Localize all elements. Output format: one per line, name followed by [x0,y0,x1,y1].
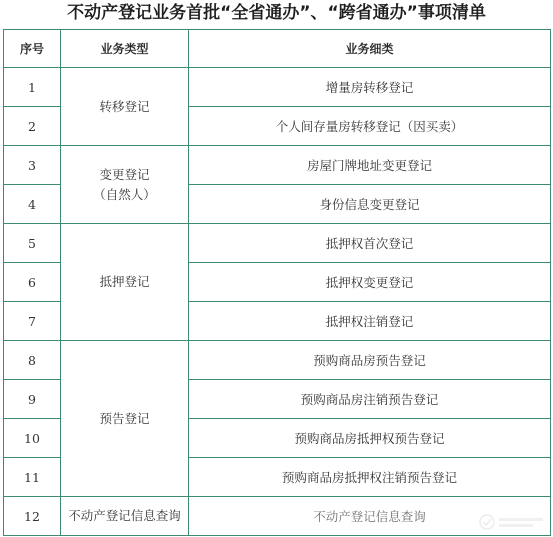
business-detail: 不动产登记信息查询 [189,497,551,536]
row-number: 1 [4,68,61,107]
header-number: 序号 [4,30,61,68]
business-detail: 身份信息变更登记 [189,185,551,224]
row-number: 11 [4,458,61,497]
business-detail: 抵押权注销登记 [189,302,551,341]
table-row [4,68,551,107]
header-business-detail: 业务细类 [189,30,551,68]
header-business-type: 业务类型 [61,30,189,68]
business-detail: 个人间存量房转移登记（因买卖） [189,107,551,146]
business-type-label: 变更登记 [99,166,150,182]
business-type-label: 不动产登记信息查询 [68,508,181,523]
row-number: 6 [4,263,61,302]
business-type-transfer [61,68,189,146]
row-number: 8 [4,341,61,380]
table-row [4,146,551,185]
row-number: 9 [4,380,61,419]
business-detail: 房屋门牌地址变更登记 [189,146,551,185]
row-number: 5 [4,224,61,263]
row-number: 4 [4,185,61,224]
business-detail: 预购商品房抵押权预告登记 [189,419,551,458]
row-number: 10 [4,419,61,458]
table-row [4,224,551,263]
row-number: 12 [4,497,61,536]
watermark-mark [477,511,547,533]
business-type-sublabel: （自然人） [93,186,156,202]
business-detail: 预购商品房预告登记 [189,341,551,380]
business-detail: 预购商品房抵押权注销预告登记 [189,458,551,497]
business-type-info-query [61,497,189,536]
table-header-row [4,30,551,68]
document-title: 不动产登记业务首批“全省通办”、“跨省通办”事项清单 [67,3,486,23]
business-detail: 预购商品房注销预告登记 [189,380,551,419]
business-detail: 抵押权变更登记 [189,263,551,302]
business-type-mortgage [61,224,189,341]
business-detail: 抵押权首次登记 [189,224,551,263]
business-type-change [61,146,189,224]
business-detail: 增量房转移登记 [189,68,551,107]
business-type-label: 预告登记 [99,410,150,426]
business-type-label: 转移登记 [99,98,150,114]
row-number: 7 [4,302,61,341]
matters-table [3,29,551,536]
business-type-advance-notice [61,341,189,497]
row-number: 2 [4,107,61,146]
business-type-label: 抵押登记 [99,274,150,289]
row-number: 3 [4,146,61,185]
table-row [4,341,551,380]
table-row [4,497,551,536]
